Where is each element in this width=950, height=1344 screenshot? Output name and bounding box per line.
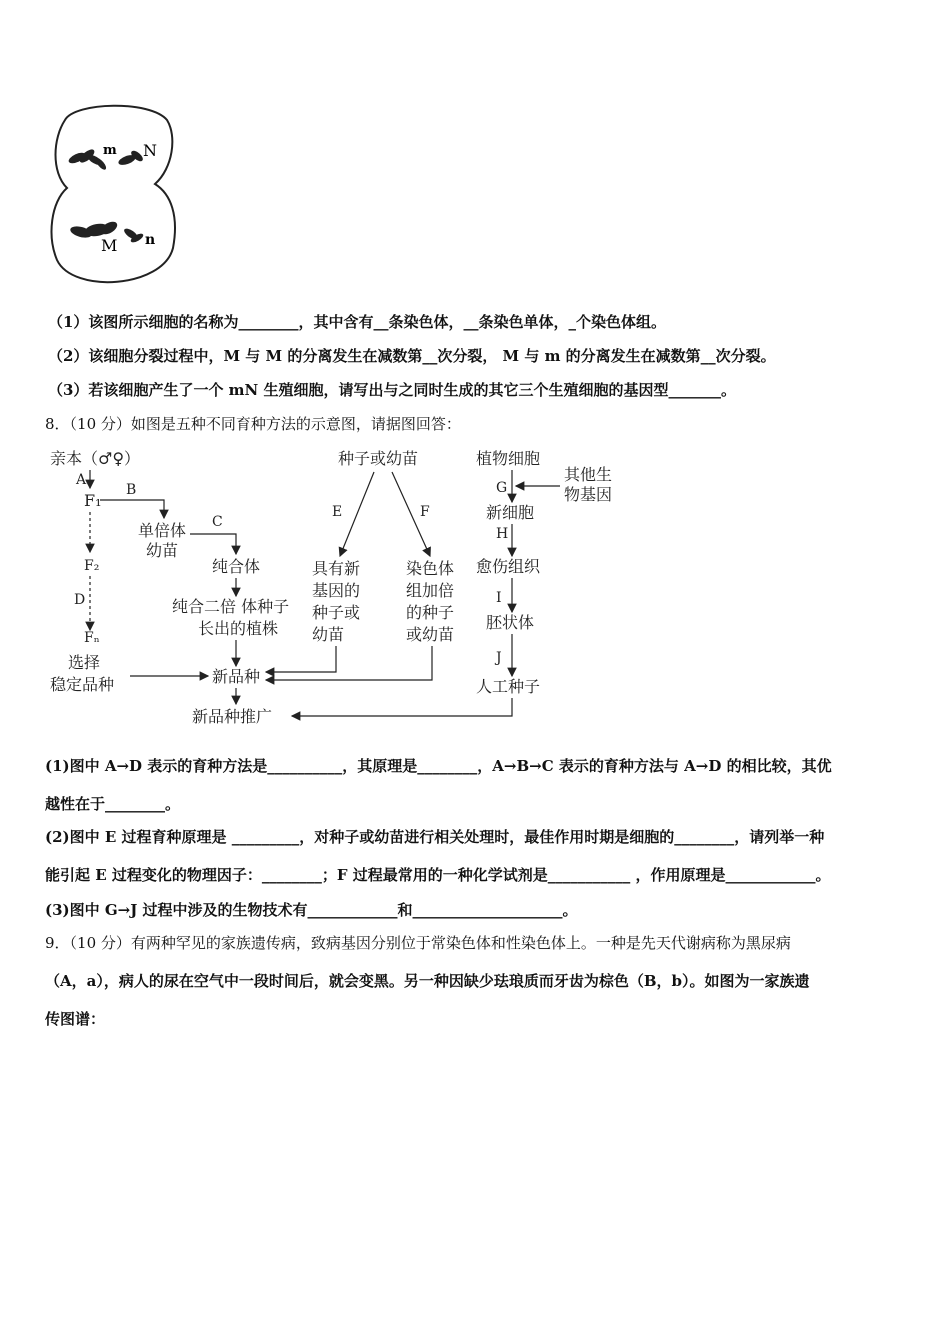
label-C: C	[212, 514, 223, 530]
dividing-cell-figure	[45, 98, 180, 298]
q9-line2: （A，a），病人的尿在空气中一段时间后，就会变黑。另一种因缺少珐琅质而牙齿为棕色（B，b）。如图为一家族遗	[45, 972, 810, 990]
q8-part1-line2: 越性在于________。	[45, 795, 181, 813]
label-E: E	[332, 504, 343, 520]
node-callus: 愈伤组织	[476, 557, 541, 576]
node-promote: 新品种推广	[192, 707, 273, 726]
node-new-cell: 新细胞	[486, 503, 535, 522]
q9-line3: 传图谱：	[45, 1010, 106, 1028]
cell-outline	[52, 106, 175, 282]
label-J: J	[496, 650, 502, 666]
label-M: M	[101, 236, 118, 255]
node-newgene-3: 种子或	[312, 603, 361, 622]
node-new-variety: 新品种	[212, 667, 261, 686]
label-m: m	[103, 143, 117, 158]
node-haploid-2: 幼苗	[146, 541, 179, 560]
chromosome-n	[122, 227, 144, 245]
node-embryoid: 胚状体	[486, 613, 535, 632]
node-Fn: Fₙ	[84, 630, 100, 646]
q8-part2-line2: 能引起 E 过程变化的物理因子：________；F 过程最常用的一种化学试剂是___________ ，作用原理是____________。	[45, 866, 831, 884]
node-newgene-4: 幼苗	[312, 625, 345, 644]
node-chrom-4: 或幼苗	[406, 625, 455, 644]
node-pure: 纯合体	[212, 557, 261, 576]
q8-part1-line1: (1)图中 A→D 表示的育种方法是__________，其原理是________，A→B→C 表示的育种方法与 A→D 的相比较，其优	[45, 757, 832, 775]
node-F1: F₁	[84, 491, 102, 510]
q8-part3: (3)图中 G→J 过程中涉及的生物技术有____________和____________________。	[45, 901, 578, 919]
label-F: F	[420, 504, 430, 520]
node-select-1: 选择	[68, 653, 101, 672]
node-artificial-seed: 人工种子	[476, 677, 541, 696]
node-haploid-1: 单倍体	[138, 521, 187, 540]
node-other-1: 其他生	[564, 465, 613, 484]
node-plant-cell: 植物细胞	[476, 449, 541, 468]
arrow-B	[100, 500, 164, 518]
node-newgene-1: 具有新	[312, 559, 361, 578]
q8-part2-line1: (2)图中 E 过程育种原理是 _________，对种子或幼苗进行相关处理时，最佳作用时期是细胞的________，请列举一种	[45, 828, 825, 846]
node-chrom-3: 的种子	[406, 603, 455, 622]
q8-stem: 8．（10 分）如图是五种不同育种方法的示意图，请据图回答：	[45, 415, 461, 433]
label-D: D	[74, 592, 86, 608]
label-H: H	[496, 526, 509, 542]
q9-line1	[45, 932, 791, 953]
node-diploid-1: 纯合二倍 体种子	[172, 597, 290, 616]
node-F2: F₂	[84, 558, 100, 574]
label-G: G	[496, 480, 508, 496]
breeding-methods-diagram	[40, 440, 640, 740]
label-I: I	[496, 590, 502, 606]
q9-line1-text: 9．（10 分）有两种罕见的家族遗传病，致病基因分别位于常染色体和性染色体上。一种是先天代谢病称为黑尿病	[45, 934, 791, 952]
node-diploid-2: 长出的植株	[198, 619, 279, 638]
node-select-2: 稳定品种	[50, 675, 115, 694]
arrow-newgene-new	[266, 646, 336, 672]
node-seed: 种子或幼苗	[338, 449, 419, 468]
node-chrom-1: 染色体	[406, 559, 455, 578]
node-chrom-2: 组加倍	[406, 581, 455, 600]
label-n: n	[145, 232, 156, 248]
node-parent: 亲本（♂♀）	[50, 449, 141, 468]
node-other-2: 物基因	[564, 485, 613, 504]
label-N: N	[143, 141, 157, 160]
q7-part1: （1）该图所示细胞的名称为________，其中含有__条染色体，__条染色单体，_个染色体组。	[48, 313, 666, 331]
chromosome-N	[117, 149, 144, 167]
arrow-seed-promote	[292, 698, 512, 716]
node-newgene-2: 基因的	[312, 581, 361, 600]
q7-part3: （3）若该细胞产生了一个 mN 生殖细胞，请写出与之同时生成的其它三个生殖细胞的基因型_______。	[48, 381, 736, 399]
arrow-E	[340, 472, 374, 556]
arrow-chrom-new	[266, 646, 432, 680]
q7-part2: （2）该细胞分裂过程中，M 与 M 的分离发生在减数第__次分裂， M 与 m 的分离发生在减数第__次分裂。	[48, 347, 776, 365]
chromosome-m	[67, 147, 108, 171]
label-A: A	[76, 472, 87, 488]
arrow-C	[190, 534, 236, 554]
label-B: B	[126, 482, 137, 498]
